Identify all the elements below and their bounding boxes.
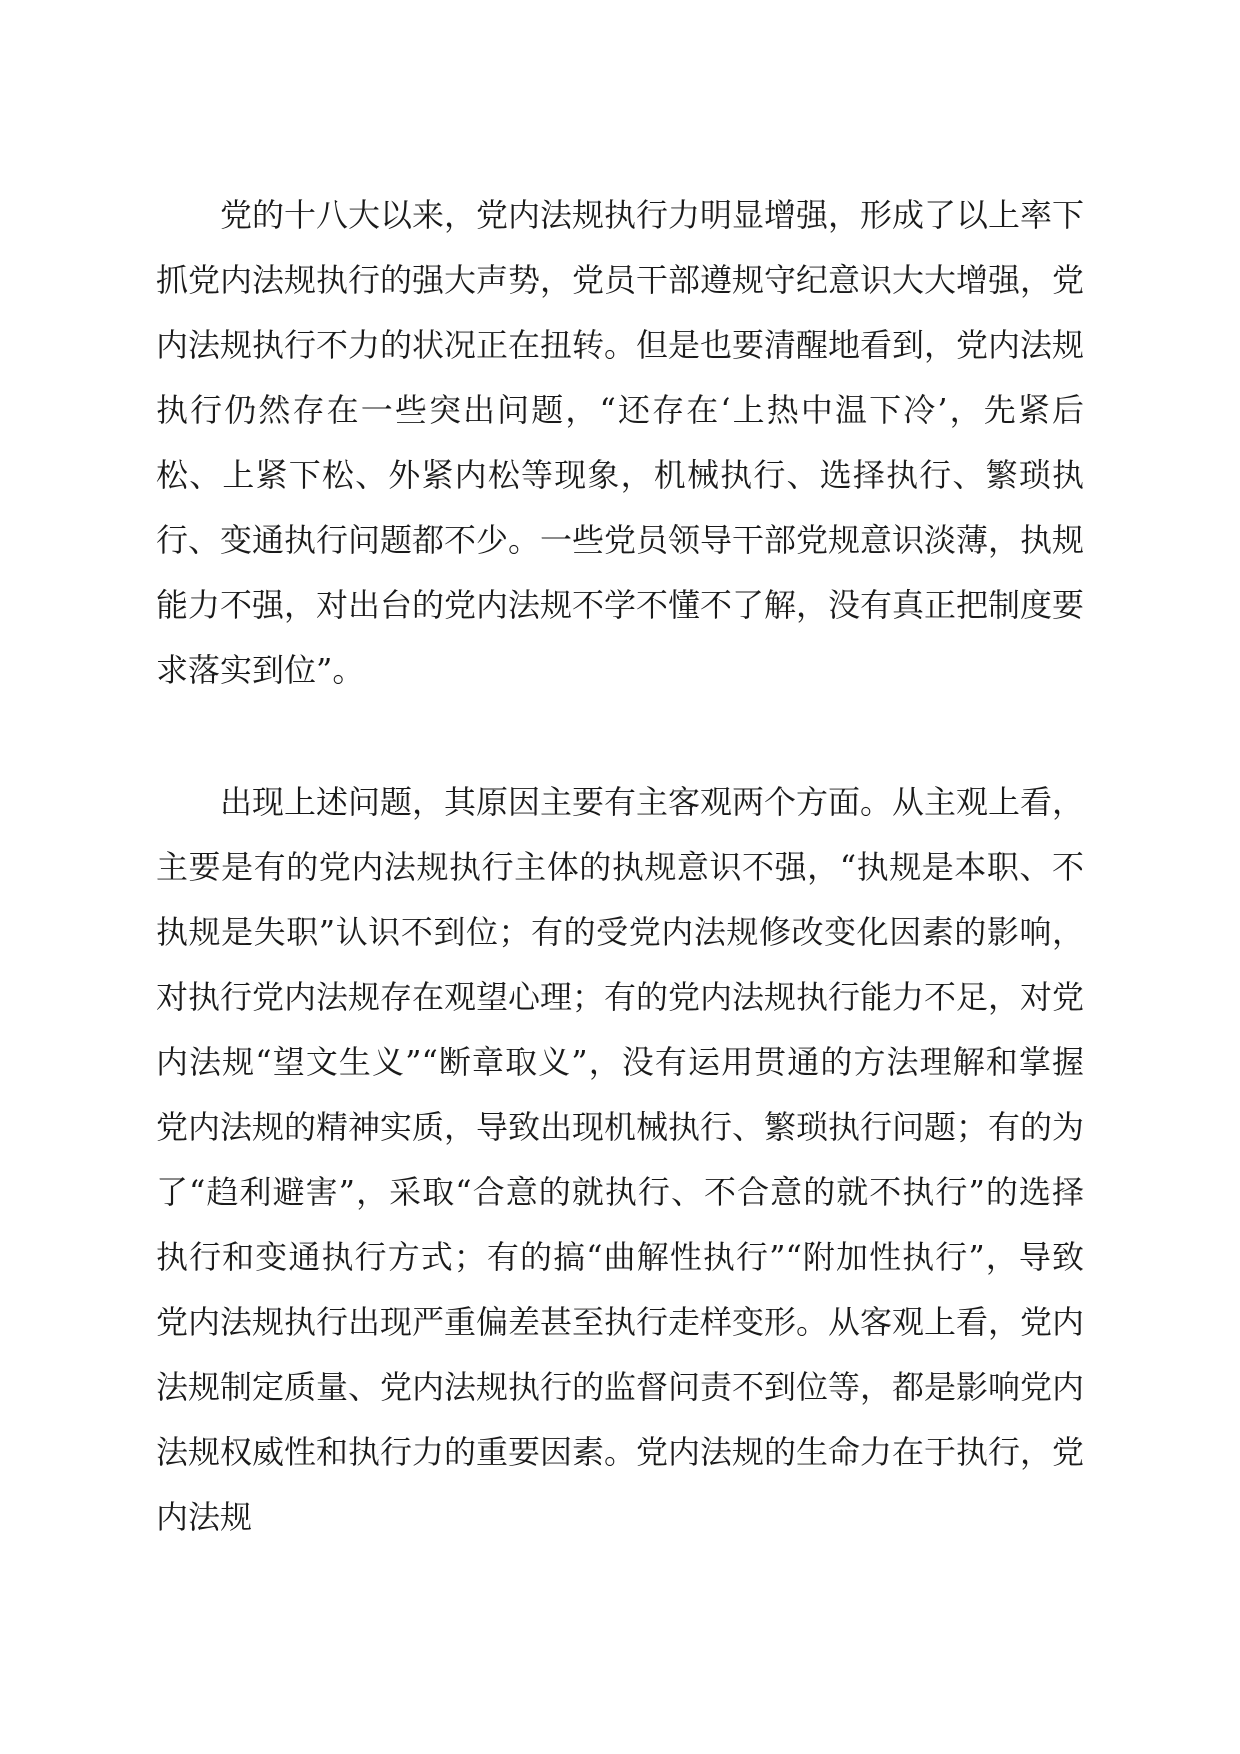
paragraph-text: 出现上述问题，其原因主要有主客观两个方面。从主观上看，主要是有的党内法规执行主体的执规意识不强，“执规是本职、不执规是失职”认识不到位；有的受党内法规修改变化因素的影响，对执行党内法规存在观望心理；有的党内法规执行能力不足，对党内法规“望文生义”“断章取义”，没有运用贯通的方法理解和掌握党内法规的精神实质，导致出现机械执行、繁琐执行问题；有的为了“趋利避害”，采取“合意的就执行、不合意的就不执行”的选择执行和变通执行方式；有的搞“曲解性执行”“附加性执行”，导致党内法规执行出现严重偏差甚至执行走样变形。从客观上看，党内法规制定质量、党内法规执行的监督问责不到位等，都是影响党内法规权威性和执行力的重要因素。党内法规的生命力在于执行，党内法规 bbox=[156, 783, 1085, 1536]
paragraph-text: 党的十八大以来，党内法规执行力明显增强，形成了以上率下抓党内法规执行的强大声势，党员干部遵规守纪意识大大增强，党内法规执行不力的状况正在扭转。但是也要清醒地看到，党内法规执行仍然存在一些突出问题，“还存在‘上热中温下冷’，先紧后松、上紧下松、外紧内松等现象，机械执行、选择执行、繁琐执行、变通执行问题都不少。一些党员领导干部党规意识淡薄，执规能力不强，对出台的党内法规不学不懂不了解，没有真正把制度要求落实到位”。 bbox=[156, 196, 1085, 689]
paragraph-1 bbox=[156, 183, 1084, 703]
paragraph-2 bbox=[156, 770, 1084, 1550]
